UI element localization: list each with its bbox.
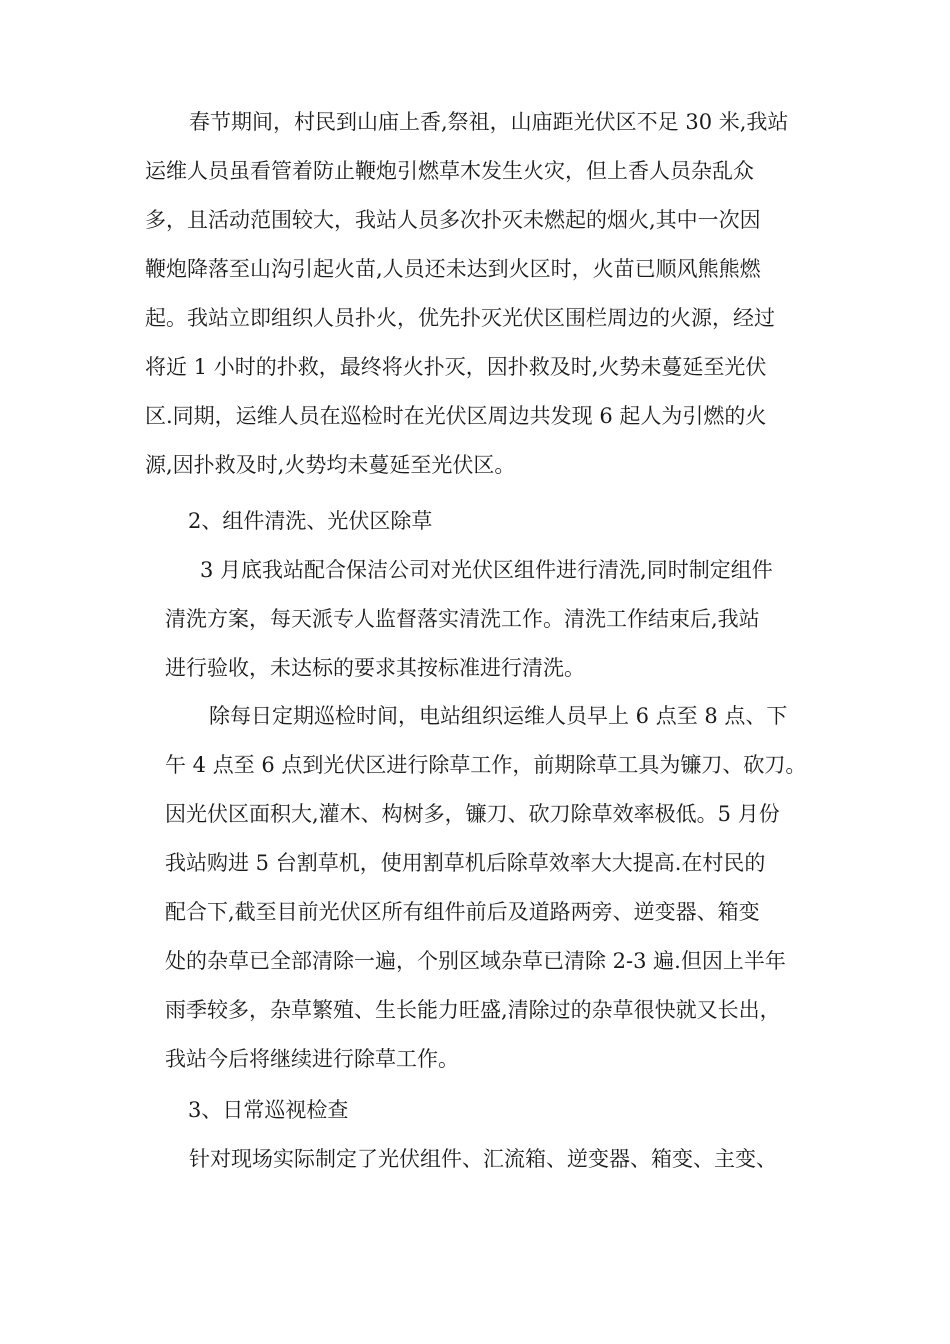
- text-line: 鞭炮降落至山沟引起火苗,人员还未达到火区时，火苗已顺风熊熊燃: [145, 257, 761, 281]
- text-line: 将近 1 小时的扑救，最终将火扑灭，因扑救及时,火势未蔓延至光伏: [145, 355, 767, 379]
- text-line: 3 月底我站配合保洁公司对光伏区组件进行清洗,同时制定组件: [200, 558, 773, 582]
- text-line: 我站今后将继续进行除草工作。: [165, 1047, 459, 1071]
- section-heading-daily-inspection: [188, 1086, 853, 1135]
- text-line: 因光伏区面积大,灌木、构树多，镰刀、砍刀除草效率极低。5 月份: [165, 802, 780, 826]
- paragraph-spring-festival-fire: [145, 98, 810, 490]
- text-line: 起。我站立即组织人员扑火，优先扑灭光伏区围栏周边的火源，经过: [145, 306, 775, 330]
- section-heading-cleaning-weeding: [188, 497, 853, 546]
- text-line: 除每日定期巡检时间，电站组织运维人员早上 6 点至 8 点、下: [209, 704, 788, 728]
- text-line: 处的杂草已全部清除一遍，个别区域杂草已清除 2-3 遍.但因上半年: [165, 949, 786, 973]
- text-line: 区.同期，运维人员在巡检时在光伏区周边共发现 6 起人为引燃的火: [145, 404, 767, 428]
- heading-text: 2、组件清洗、光伏区除草: [188, 509, 433, 533]
- text-line: 针对现场实际制定了光伏组件、汇流箱、逆变器、箱变、主变、: [189, 1147, 777, 1171]
- text-line: 源,因扑救及时,火势均未蔓延至光伏区。: [145, 453, 516, 477]
- text-line: 多，且活动范围较大，我站人员多次扑灭未燃起的烟火,其中一次因: [145, 208, 761, 232]
- text-line: 进行验收，未达标的要求其按标准进行清洗。: [165, 656, 585, 680]
- heading-text: 3、日常巡视检查: [188, 1098, 349, 1122]
- text-line: 雨季较多，杂草繁殖、生长能力旺盛,清除过的杂草很快就又长出，: [165, 998, 781, 1022]
- text-line: 我站购进 5 台割草机，使用割草机后除草效率大大提高.在村民的: [165, 851, 766, 875]
- text-line: 午 4 点至 6 点到光伏区进行除草工作，前期除草工具为镰刀、砍刀。: [165, 753, 807, 777]
- paragraph-module-cleaning: [165, 546, 830, 693]
- paragraph-weeding: [165, 692, 830, 1084]
- paragraph-inspection-plan: [145, 1135, 810, 1184]
- text-line: 配合下,截至目前光伏区所有组件前后及道路两旁、逆变器、箱变: [165, 900, 760, 924]
- text-line: 春节期间，村民到山庙上香,祭祖，山庙距光伏区不足 30 米,我站: [189, 110, 789, 134]
- text-line: 运维人员虽看管着防止鞭炮引燃草木发生火灾，但上香人员杂乱众: [145, 159, 754, 183]
- text-line: 清洗方案，每天派专人监督落实清洗工作。清洗工作结束后,我站: [165, 607, 760, 631]
